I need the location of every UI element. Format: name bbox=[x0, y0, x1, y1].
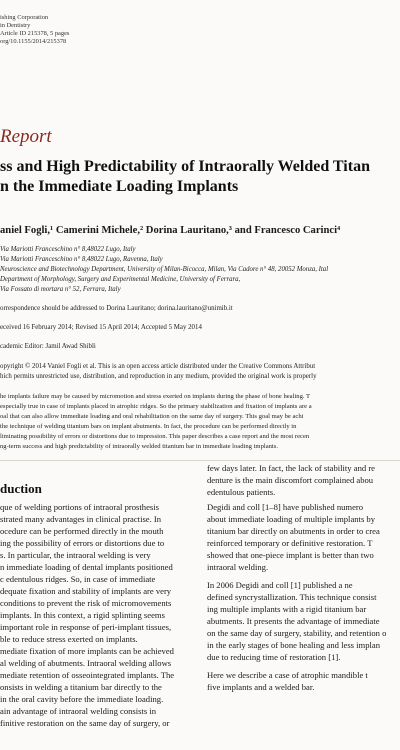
abstract-line: oal that can also allow immediate loading and oral rehabilitation on the same day of surgery. This goal may be achi bbox=[0, 413, 304, 420]
body-line: mediate fixation of more implants can be achieved bbox=[0, 646, 174, 656]
body-line: five implants and a welded bar. bbox=[207, 682, 315, 692]
abstract-line: liminating possibility of errors or distortions due to impression. This paper describes a case report and the most recen bbox=[0, 433, 310, 440]
body-line: in the oral cavity before the immediate loading. bbox=[0, 694, 164, 704]
affiliation-line: Via Mariotti Franceschino n° 8,48022 Lugo, Italy bbox=[0, 246, 136, 253]
copyright-line: hich permits unrestricted use, distribution, and reproduction in any medium, provided the original work is properly bbox=[0, 373, 317, 380]
abstract-line: especially true in case of implants placed in atrophic ridges. So the primary stabilization and fixation of implants are a bbox=[0, 403, 312, 410]
correspondence: orrespondence should be addressed to Dorina Lauritano; dorina.lauritano@unimib.it bbox=[0, 305, 233, 312]
abstract-line: he implants failure may be caused by micromotion and stress exerted on implants during the phase of bone healing. T bbox=[0, 393, 311, 400]
academic-editor: cademic Editor: Jamil Awad Shibli bbox=[0, 343, 96, 350]
abstract-line: ng-term success and high predictability of intraorally welded titanium bar in immediate loading implants. bbox=[0, 443, 278, 450]
header-line: ishing Corporation bbox=[0, 14, 49, 21]
body-line: finitive restoration on the same day of surgery, or bbox=[0, 718, 170, 728]
body-line: abutments. It presents the advantage of immediate bbox=[207, 616, 380, 626]
copyright-line: opyright © 2014 Vaniel Fogli et al. This is an open access article distributed under the Creative Commons Attribut bbox=[0, 363, 316, 370]
body-line: intraoral welding. bbox=[207, 562, 269, 572]
body-line: Here we describe a case of atrophic mandible t bbox=[207, 670, 368, 680]
body-line: s. In particular, the intraoral welding is very bbox=[0, 550, 151, 560]
body-line: ain advantage of intraoral welding consists in bbox=[0, 706, 157, 716]
divider bbox=[0, 460, 400, 461]
body-line: in the early stages of bone healing and less implan bbox=[207, 640, 381, 650]
body-line: strated many advantages in clinical practise. In bbox=[0, 514, 162, 524]
title-line: ss and High Predictability of Intraorally Welded Titan bbox=[0, 158, 370, 175]
doi-link[interactable]: org/10.1155/2014/215378 bbox=[0, 38, 67, 45]
body-line: reinforced temporary or definitive restoration. T bbox=[207, 538, 373, 548]
affiliation-line: Neuroscience and Biotechnology Department, University of Milan-Bicocca, Milan, Via Cadore n° 48, 20052 Monza, Ital bbox=[0, 266, 329, 273]
body-line: al welding of abutments. Intraoral welding allows bbox=[0, 658, 172, 668]
body-line: showed that one-piece implant is better than two bbox=[207, 550, 374, 560]
body-line: conditions to prevent the risk of micromovements bbox=[0, 598, 172, 608]
article-type: Report bbox=[0, 126, 52, 147]
body-line: ing the possibility of errors or distortions due to bbox=[0, 538, 165, 548]
body-line: edentulous patients. bbox=[207, 487, 276, 497]
body-line: important role in response of peri-implant tissues, bbox=[0, 622, 172, 632]
body-line: on the same day of surgery, stability, and retention o bbox=[207, 628, 387, 638]
affiliation-line: Via Fossato di mortara n° 52, Ferrara, Italy bbox=[0, 286, 121, 293]
author-list: aniel Fogli,¹ Camerini Michele,² Dorina Lauritano,³ and Francesco Carinci⁴ bbox=[0, 225, 341, 236]
body-line: que of welding portions of intraoral prosthesis bbox=[0, 502, 159, 512]
body-line: titanium bar directly on abutments in order to crea bbox=[207, 526, 380, 536]
abstract-line: the technique of welding titanium bars on implant abutments. In fact, the procedure can be performed directly in bbox=[0, 423, 297, 430]
body-line: mediate retention of osseointegrated implants. The bbox=[0, 670, 175, 680]
affiliation-line: Via Mariotti Franceschino n° 8,48022 Lugo, Ravenna, Italy bbox=[0, 256, 163, 263]
body-line: few days later. In fact, the lack of stability and re bbox=[207, 463, 375, 473]
section-heading: duction bbox=[0, 481, 42, 496]
affiliation-line: Department of Morphology, Surgery and Experimental Medicine, University of Ferrara, bbox=[0, 276, 241, 283]
title-line: n the Immediate Loading Implants bbox=[0, 178, 239, 195]
body-line: ocedure can be performed directly in the mouth bbox=[0, 526, 164, 536]
body-line: about immediate loading of multiple implants by bbox=[207, 514, 376, 524]
received-dates: eceived 16 February 2014; Revised 15 April 2014; Accepted 5 May 2014 bbox=[0, 324, 202, 331]
body-line: due to reducing time of restoration [1]. bbox=[207, 652, 341, 662]
body-line: In 2006 Degidi and coll [1] published a ne bbox=[207, 580, 353, 590]
body-line: n immediate loading of dental implants positioned bbox=[0, 562, 173, 572]
body-line: dequate fixation and stability of implants are very bbox=[0, 586, 172, 596]
body-line: ble to reduce stress exerted on implants. bbox=[0, 634, 138, 644]
header-line: Article ID 215378, 5 pages bbox=[0, 30, 70, 37]
body-line: c edentulous ridges. So, in case of immediate bbox=[0, 574, 156, 584]
body-line: Degidi and coll [1–8] have published numero bbox=[207, 502, 364, 512]
body-line: defined syncrystallization. This technique consist bbox=[207, 592, 377, 602]
body-line: implants. In this context, a rigid splinting seems bbox=[0, 610, 165, 620]
body-line: onsists in welding a titanium bar directly to the bbox=[0, 682, 162, 692]
header-line: in Dentistry bbox=[0, 22, 31, 29]
body-line: denture is the main discomfort complained abou bbox=[207, 475, 374, 485]
body-line: ing multiple implants with a rigid titanium bar bbox=[207, 604, 367, 614]
